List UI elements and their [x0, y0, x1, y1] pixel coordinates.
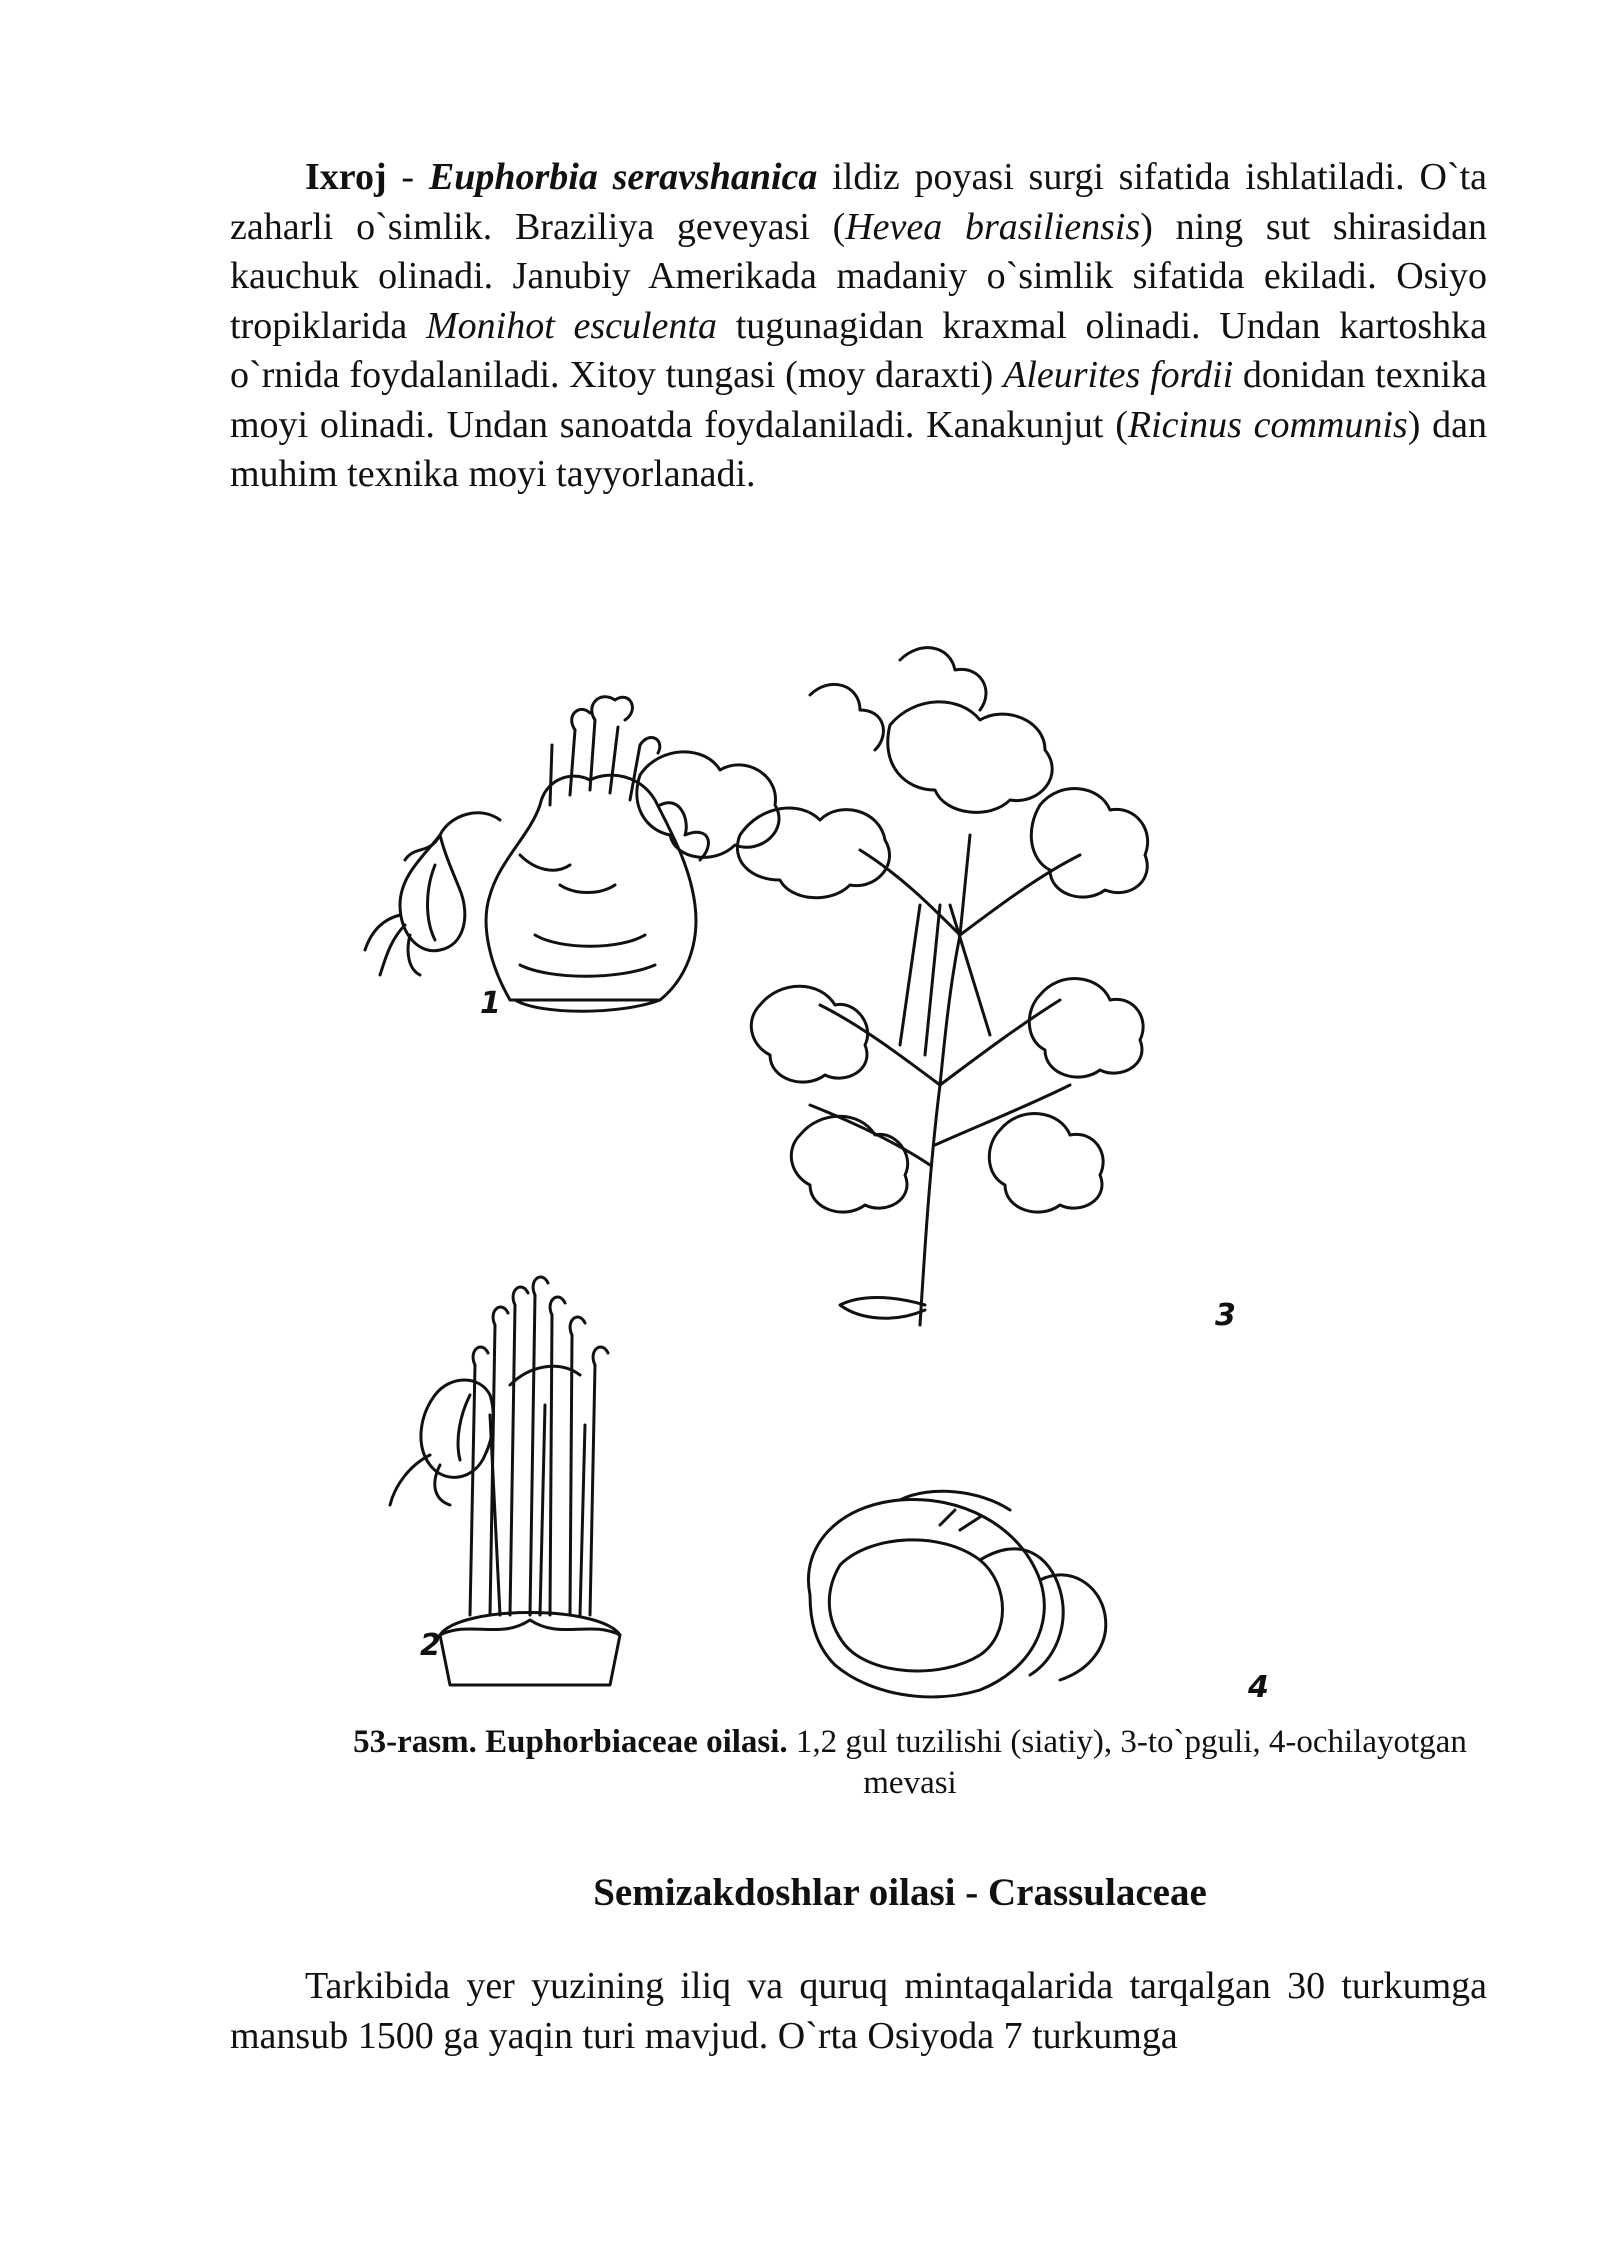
species-monihot-esculenta: Monihot esculenta [426, 304, 717, 347]
caption-text: 1,2 gul tuzilishi (siatiy), 3-to`pguli, 4-ochilayotgan mevasi [787, 1724, 1467, 1801]
figure-caption [330, 1722, 1490, 1804]
figure-label-4: 4 [1248, 1670, 1269, 1705]
figure-label-2: 2 [420, 1628, 441, 1663]
species-euphorbia-seravshanica: Euphorbia seravshanica [428, 156, 818, 198]
paragraph-euphorbia-uses: Ixroj - Euphorbia seravshanica ildiz poyasi surgi sifatida ishlatiladi. O`ta zaharli o`simlik. Braziliya geveyasi (Hevea brasiliensis) ning sut shirasidan kauchuk olinadi. Janubiy Amerikada madaniy o`simlik sifatida ekiladi. Osiyo tropiklarida Monihot esculenta tugunagidan kraxmal olinadi. Undan kartoshka o`rnida foydalaniladi. Xitoy tungasi (moy daraxti) Aleurites fordii donidan texnika moyi olinadi. Undan sanoatda foydalaniladi. Kanakunjut (Ricinus communis) dan muhim texnika moyi tayyorlanadi. [230, 156, 1488, 495]
botanical-drawings [340, 605, 1360, 1715]
figure-label-1: 1 [480, 986, 501, 1021]
species-aleurites-fordii: Aleurites fordii [1003, 354, 1234, 396]
drawing-2-stamens [390, 1277, 620, 1685]
figure-label-3: 3 [1215, 1298, 1236, 1333]
species-hevea-brasiliensis: Hevea brasiliensis [845, 205, 1141, 248]
drawing-3-inflorescence [637, 648, 1148, 1325]
drawing-1-cyathium [365, 697, 708, 1011]
euphorbiaceae-illustration [340, 605, 1360, 1715]
species-ricinus-communis: Ricinus communis [1127, 403, 1408, 446]
term-ixroj: Ixroj [305, 156, 387, 198]
drawing-4-fruit [808, 1491, 1105, 1697]
section-heading: Semizakdoshlar oilasi - Crassulaceae [593, 1871, 1207, 1914]
paragraph-crassulaceae: Tarkibida yer yuzining iliq va quruq mintaqalarida tarqalgan 30 turkumga mansub 1500 ga yaqin turi mavjud. O`rta Osiyoda 7 turkumga [230, 1965, 1487, 2057]
caption-title: 53-rasm. Euphorbiaceae oilasi. [353, 1724, 788, 1760]
